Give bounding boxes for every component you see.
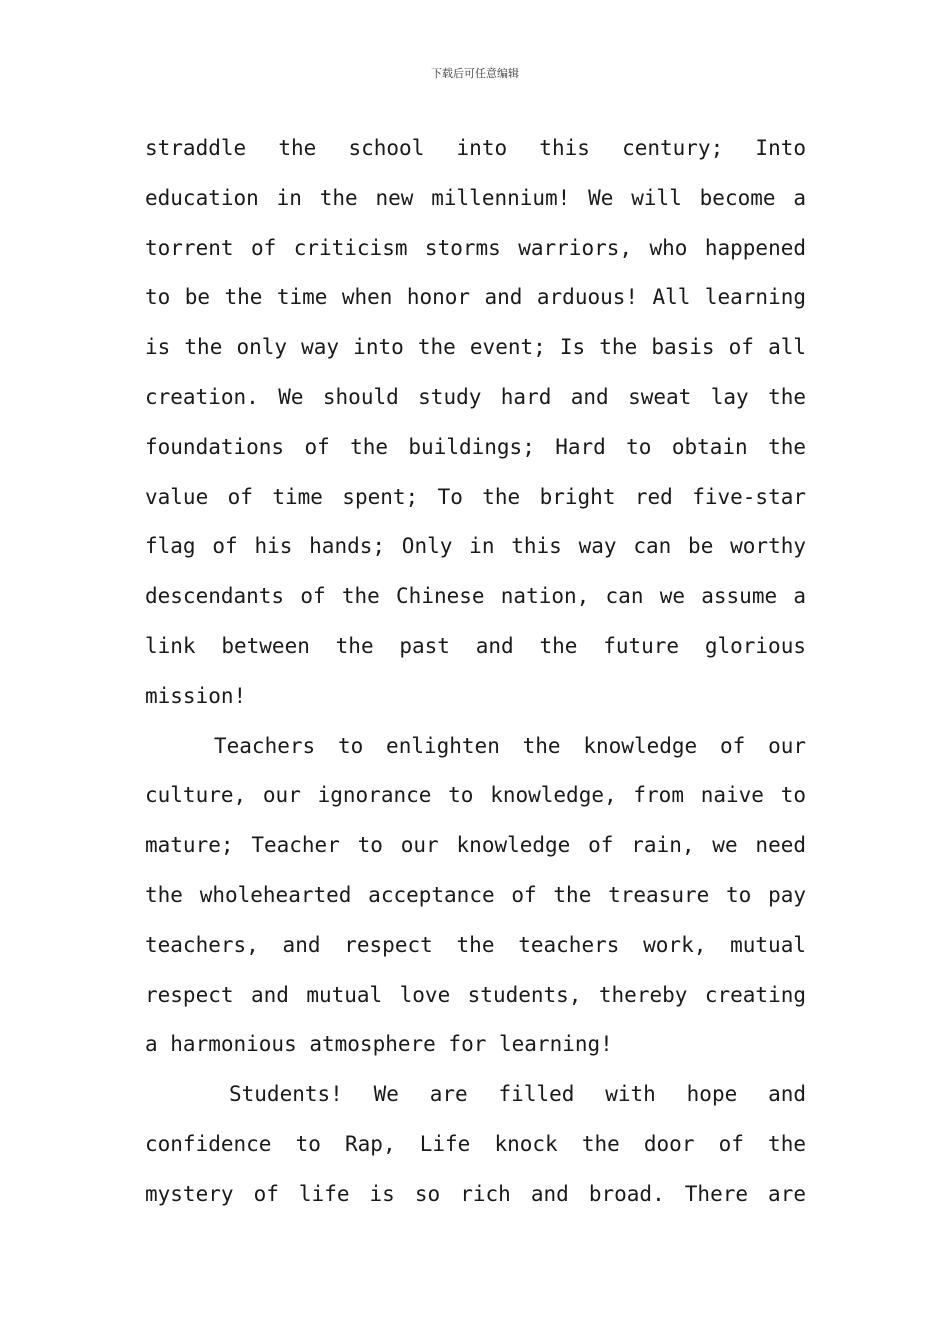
text-line: the wholehearted acceptance of the treasure to pay: [145, 882, 806, 907]
paragraph: [145, 1070, 806, 1219]
text-line: teachers, and respect the teachers work, mutual: [145, 932, 806, 957]
text-line: link between the past and the future glorious: [145, 633, 806, 658]
paragraph: [145, 722, 806, 1071]
text-line: creation. We should study hard and sweat lay the: [145, 384, 806, 409]
page-header-note: 下载后可任意编辑: [431, 67, 519, 80]
paragraph: [145, 124, 806, 722]
text-line: torrent of criticism storms warriors, who happened: [145, 235, 806, 260]
text-line: a harmonious atmosphere for learning!: [145, 1032, 613, 1057]
text-line: descendants of the Chinese nation, can we assume a: [145, 584, 806, 609]
document-body: [145, 124, 806, 1220]
text-line: respect and mutual love students, thereby creating: [145, 982, 806, 1007]
text-line: foundations of the buildings; Hard to obtain the: [145, 434, 806, 459]
text-line: to be the time when honor and arduous! All learning: [145, 285, 806, 310]
text-line: mystery of life is so rich and broad. There are: [145, 1181, 806, 1206]
text-line: flag of his hands; Only in this way can be worthy: [145, 534, 806, 559]
text-line: culture, our ignorance to knowledge, from naive to: [145, 783, 806, 808]
text-line: Students! We are filled with hope and: [229, 1082, 806, 1107]
text-line: value of time spent; To the bright red five-star: [145, 484, 806, 509]
text-line: mature; Teacher to our knowledge of rain, we need: [145, 833, 806, 858]
text-line: straddle the school into this century; Into: [145, 136, 806, 160]
text-line: is the only way into the event; Is the basis of all: [145, 335, 806, 360]
text-line: confidence to Rap, Life knock the door of the: [145, 1131, 806, 1156]
text-line: education in the new millennium! We will become a: [145, 185, 806, 210]
text-line: mission!: [145, 683, 247, 708]
text-line: Teachers to enlighten the knowledge of our: [214, 733, 806, 758]
